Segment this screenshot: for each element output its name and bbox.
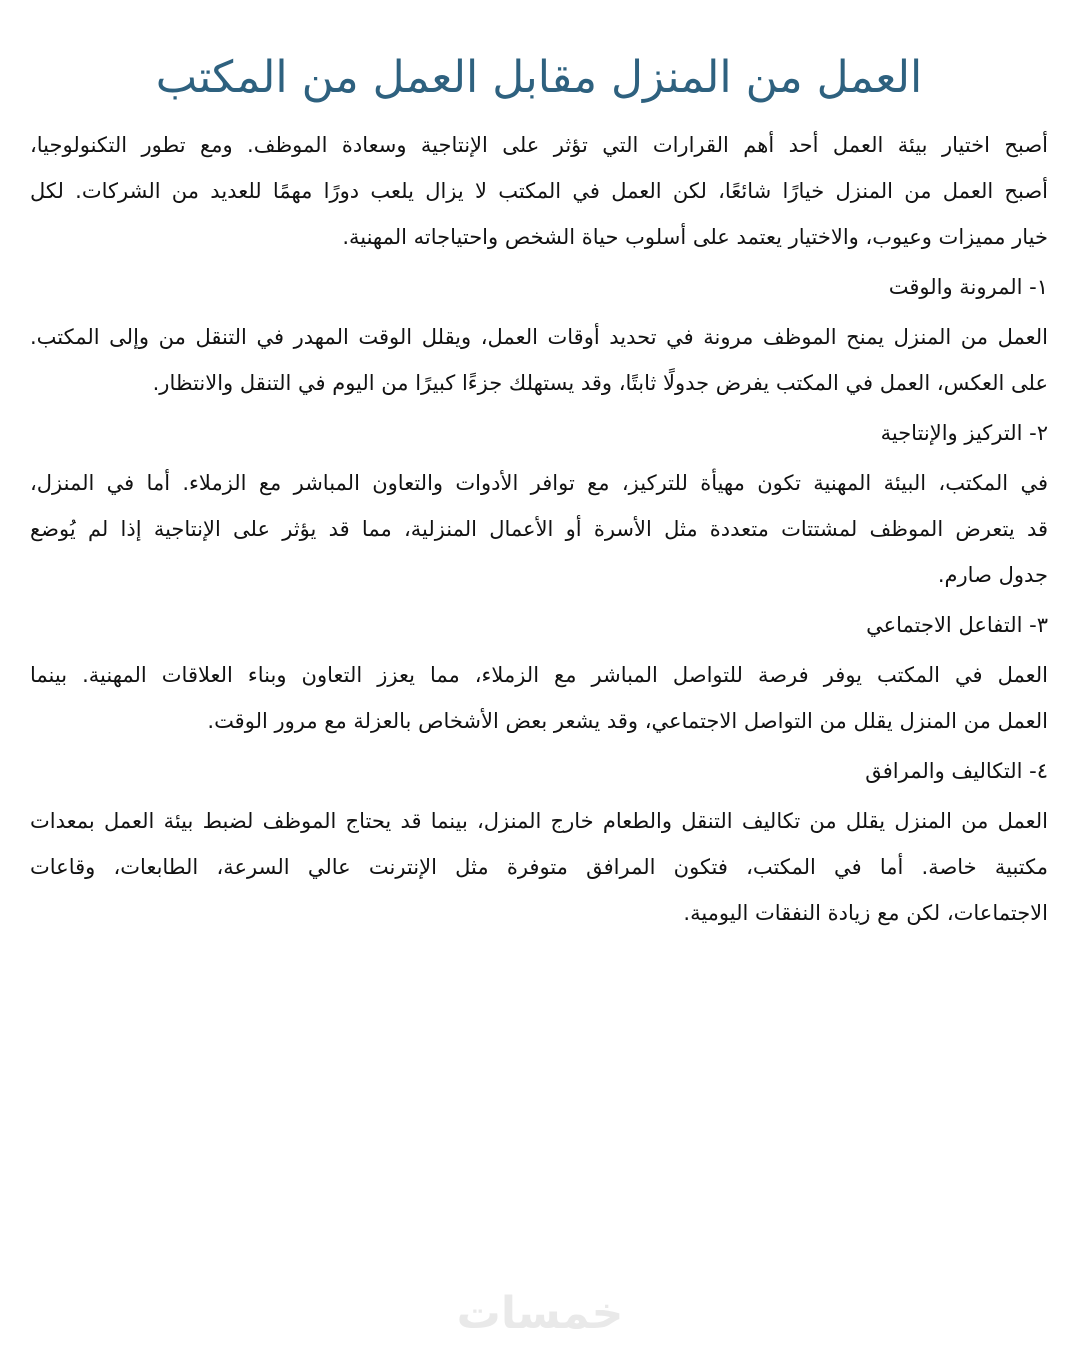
intro-paragraph-line-3: خيار مميزات وعيوب، والاختيار يعتمد على أسلوب حياة الشخص واحتياجاته المهنية.: [342, 225, 1048, 249]
section-3-paragraph-line-1: العمل في المكتب يوفر فرصة للتواصل المباشر مع الزملاء، مما يعزز التعاون وبناء العلاقات المهنية. بينما: [30, 663, 1048, 687]
document-body: [30, 122, 1048, 936]
section-4-paragraph-line-1: العمل من المنزل يقلل من تكاليف التنقل والطعام خارج المنزل، بينما قد يحتاج الموظف لضبط بيئة العمل بمعدات: [30, 809, 1048, 833]
section-3-paragraph: [30, 652, 1048, 744]
intro-paragraph-line-1: أصبح اختيار بيئة العمل أحد أهم القرارات التي تؤثر على الإنتاجية وسعادة الموظف. ومع تطور التكنولوجيا،: [30, 133, 1048, 157]
section-3-paragraph-line-2: العمل من المنزل يقلل من التواصل الاجتماعي، وقد يشعر بعض الأشخاص بالعزلة مع مرور الوقت.: [207, 709, 1048, 733]
khamsat-watermark: خمسات: [456, 1288, 624, 1339]
section-4-paragraph-line-2: مكتبية خاصة. أما في المكتب، فتكون المرافق متوفرة مثل الإنترنت عالي السرعة، الطابعات، وقاعات: [30, 855, 1048, 879]
section-1-paragraph: [30, 314, 1048, 406]
section-2-paragraph-line-2: قد يتعرض الموظف لمشتتات متعددة مثل الأسرة أو الأعمال المنزلية، مما قد يؤثر على الإنتاجية إذا لم يُوضع: [30, 517, 1048, 541]
section-heading-4: ٤- التكاليف والمرافق: [865, 759, 1048, 783]
intro-paragraph-line-2: أصبح العمل من المنزل خيارًا شائعًا، لكن العمل في المكتب لا يزال يلعب دورًا مهمًا للعديد من الشركات. لكل: [30, 179, 1048, 203]
section-2-paragraph-line-3: جدول صارم.: [937, 563, 1048, 587]
section-4-paragraph-line-3: الاجتماعات، لكن مع زيادة النفقات اليومية.: [683, 901, 1048, 925]
section-heading-1: ١- المرونة والوقت: [888, 275, 1048, 299]
section-2-paragraph: [30, 460, 1048, 598]
page-title: العمل من المنزل مقابل العمل من المكتب: [155, 52, 923, 103]
section-heading-3: ٣- التفاعل الاجتماعي: [866, 613, 1048, 637]
section-2-paragraph-line-1: في المكتب، البيئة المهنية تكون مهيأة للتركيز، مع توافر الأدوات والتعاون المباشر مع الزملاء. أما في المنزل،: [30, 471, 1048, 495]
section-1-paragraph-line-1: العمل من المنزل يمنح الموظف مرونة في تحديد أوقات العمل، ويقلل الوقت المهدر في التنقل من وإلى المكتب.: [30, 325, 1048, 349]
intro-paragraph: [30, 122, 1048, 260]
section-4-paragraph: [30, 798, 1048, 936]
section-1-paragraph-line-2: على العكس، العمل في المكتب يفرض جدولًا ثابتًا، وقد يستهلك جزءًا كبيرًا من اليوم في التنقل والانتظار.: [152, 371, 1048, 395]
section-heading-2: ٢- التركيز والإنتاجية: [880, 421, 1048, 445]
